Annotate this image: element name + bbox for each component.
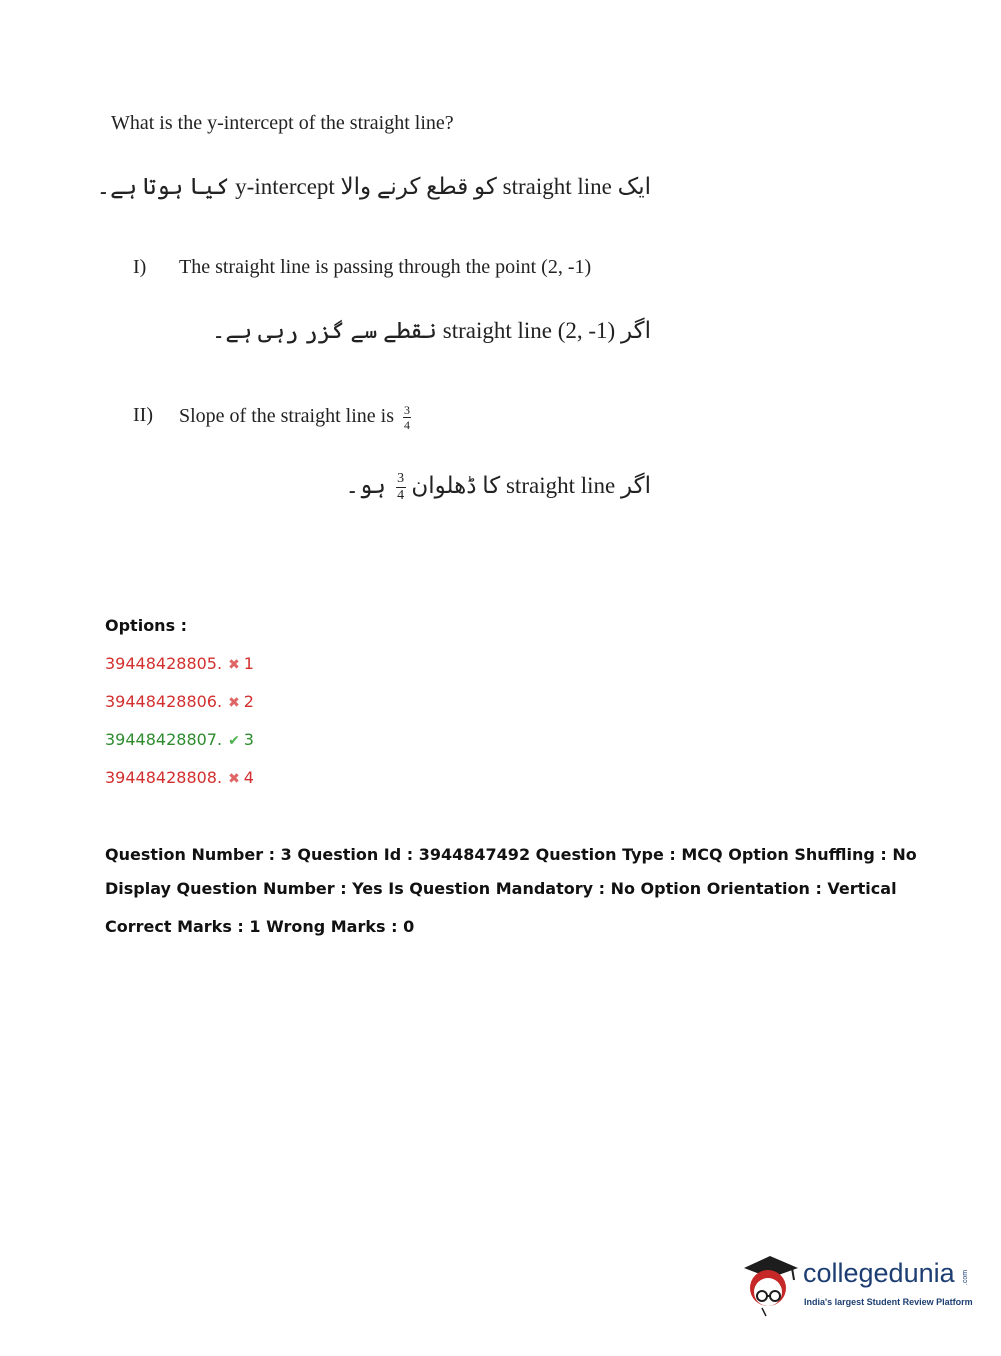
statement-2-number: II) <box>133 404 153 426</box>
option-4 <box>105 768 254 787</box>
option-value: 4 <box>243 768 254 787</box>
logo-tagline: India's largest Student Review Platform <box>804 1297 973 1307</box>
option-id: 39448428807. <box>105 730 223 749</box>
cross-icon: ✖ <box>228 657 240 673</box>
logo-name: collegedunia <box>803 1258 955 1288</box>
option-value: 2 <box>243 692 254 711</box>
urdu-fraction-numerator: 3 <box>397 471 405 486</box>
option-2 <box>105 692 254 711</box>
question-urdu: ایک straight line کو قطع کرنے والا y-intercept کیا ہوتا ہے۔ <box>96 174 651 199</box>
urdu-slope-fraction <box>396 472 406 503</box>
option-id: 39448428805. <box>105 654 223 673</box>
statement-1-number: I) <box>133 256 147 278</box>
question-english: What is the y-intercept of the straight line? <box>111 112 454 134</box>
check-icon: ✔ <box>228 733 240 749</box>
statement-1-english: The straight line is passing through the point (2, -1) <box>179 256 592 278</box>
cross-icon: ✖ <box>228 695 240 711</box>
question-meta-line-1: Question Number : 3 Question Id : 3944847492 Question Type : MCQ Option Shuffling : No <box>105 845 917 864</box>
options-header: Options : <box>105 616 188 635</box>
question-meta-line-2: Display Question Number : Yes Is Question Mandatory : No Option Orientation : Vertical <box>105 879 897 898</box>
option-3 <box>105 730 254 749</box>
statement-2-urdu <box>345 472 651 503</box>
statement-2-english <box>179 404 411 431</box>
cross-icon: ✖ <box>228 771 240 787</box>
option-id: 39448428808. <box>105 768 223 787</box>
urdu-fraction-denominator: 4 <box>397 488 405 503</box>
fraction-numerator: 3 <box>403 403 410 417</box>
slope-fraction <box>403 404 411 431</box>
question-meta-line-3: Correct Marks : 1 Wrong Marks : 0 <box>105 917 415 936</box>
option-1 <box>105 654 254 673</box>
statement-1-urdu: اگر straight line (2, -1) نقطے سے گزر رہی ہے۔ <box>211 318 651 343</box>
statement-2-text: Slope of the straight line is <box>179 405 394 428</box>
logo-suffix: .com <box>962 1269 970 1286</box>
option-value: 3 <box>243 730 254 749</box>
option-id: 39448428806. <box>105 692 223 711</box>
statement-2-urdu-suffix: ہو۔ <box>345 472 386 498</box>
statement-2-urdu-prefix: اگر straight line کا ڈھلوان <box>411 472 651 498</box>
option-value: 1 <box>243 654 254 673</box>
fraction-denominator: 4 <box>403 418 410 432</box>
